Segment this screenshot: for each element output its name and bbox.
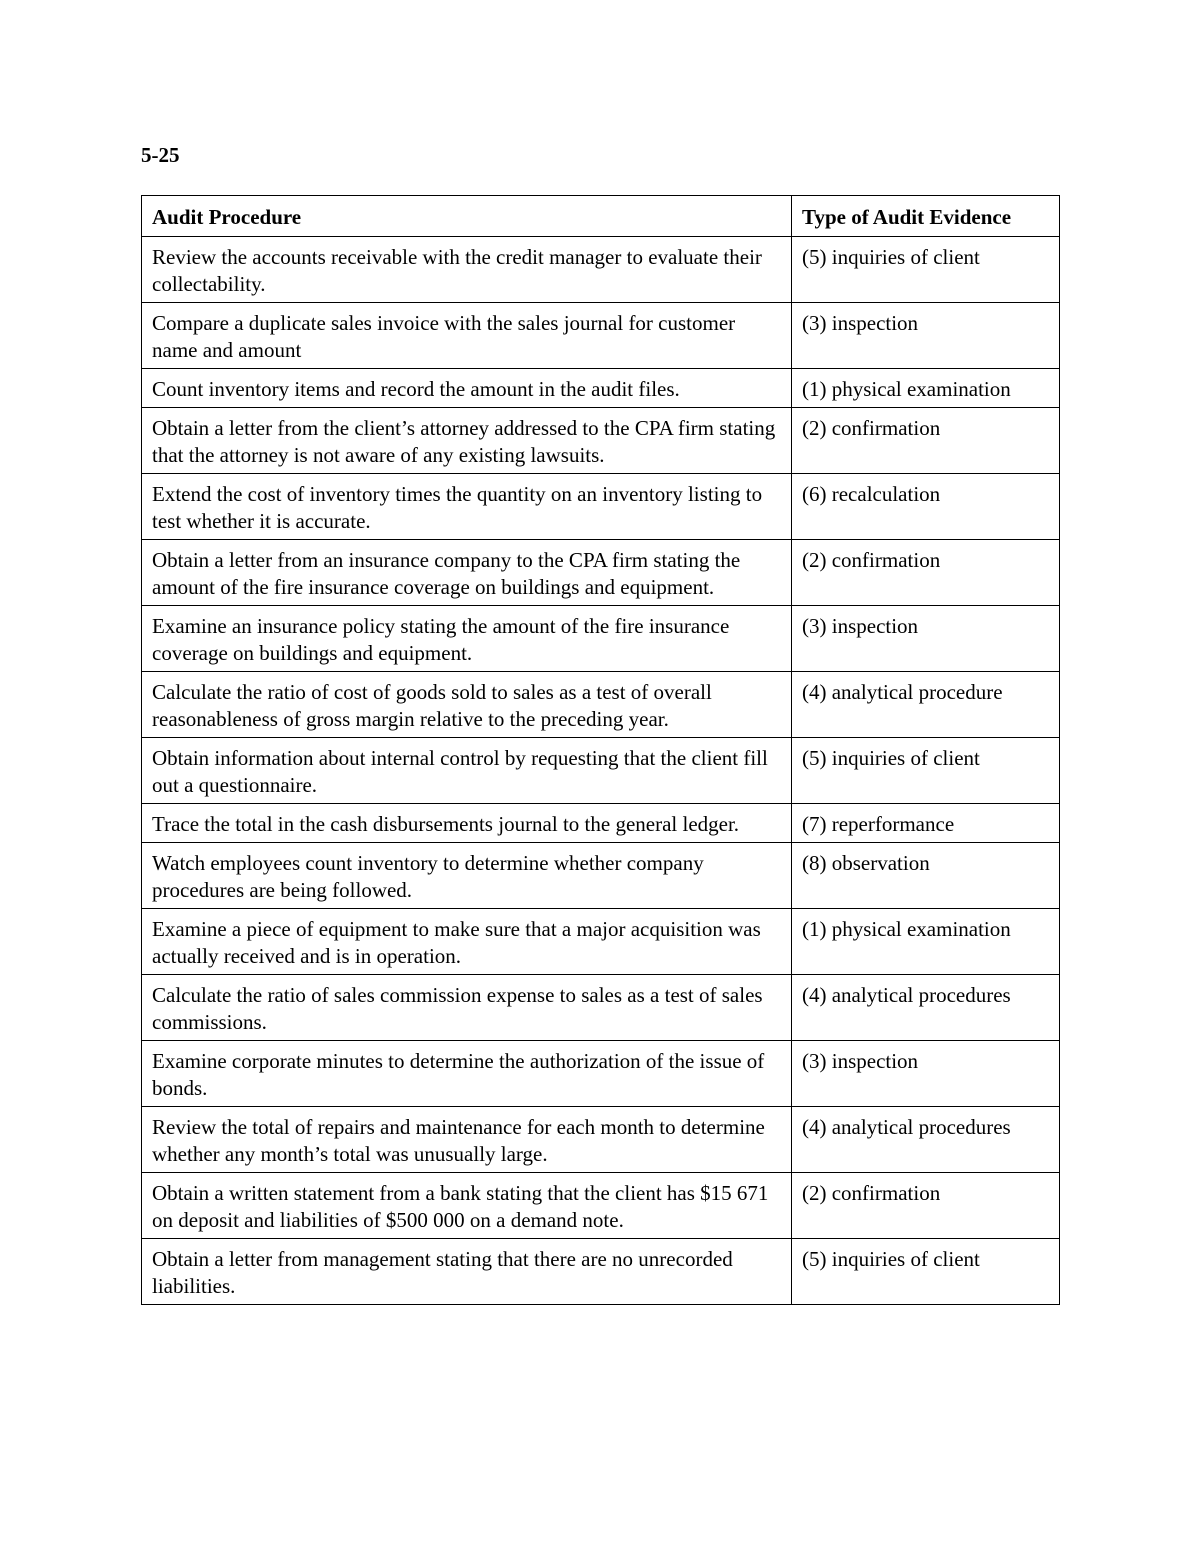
- table-row: [142, 606, 1060, 672]
- procedure-cell: Review the accounts receivable with the credit manager to evaluate their collectability.: [142, 237, 792, 303]
- procedure-cell: Obtain a letter from an insurance company to the CPA firm stating the amount of the fire insurance coverage on buildings and equipment.: [142, 540, 792, 606]
- evidence-cell: (2) confirmation: [792, 408, 1060, 474]
- evidence-cell: (5) inquiries of client: [792, 237, 1060, 303]
- evidence-cell: (2) confirmation: [792, 540, 1060, 606]
- evidence-cell: (4) analytical procedures: [792, 1107, 1060, 1173]
- procedure-cell: Count inventory items and record the amount in the audit files.: [142, 369, 792, 408]
- table-row: [142, 909, 1060, 975]
- evidence-cell: (3) inspection: [792, 1041, 1060, 1107]
- procedure-cell: Trace the total in the cash disbursements journal to the general ledger.: [142, 804, 792, 843]
- evidence-cell: (5) inquiries of client: [792, 738, 1060, 804]
- evidence-cell: (3) inspection: [792, 303, 1060, 369]
- evidence-cell: (3) inspection: [792, 606, 1060, 672]
- audit-evidence-table: [141, 195, 1060, 1305]
- table-row: [142, 804, 1060, 843]
- procedure-cell: Obtain a letter from the client’s attorney addressed to the CPA firm stating that the attorney is not aware of any existing lawsuits.: [142, 408, 792, 474]
- procedure-cell: Obtain information about internal control by requesting that the client fill out a questionnaire.: [142, 738, 792, 804]
- table-row: [142, 1239, 1060, 1305]
- procedure-cell: Obtain a letter from management stating that there are no unrecorded liabilities.: [142, 1239, 792, 1305]
- evidence-cell: (1) physical examination: [792, 369, 1060, 408]
- procedure-cell: Extend the cost of inventory times the quantity on an inventory listing to test whether it is accurate.: [142, 474, 792, 540]
- table-row: [142, 1041, 1060, 1107]
- table-row: [142, 369, 1060, 408]
- table-row: [142, 975, 1060, 1041]
- table-row: [142, 303, 1060, 369]
- table-row: [142, 1107, 1060, 1173]
- procedure-cell: Compare a duplicate sales invoice with the sales journal for customer name and amount: [142, 303, 792, 369]
- page-title: 5-25: [141, 143, 180, 167]
- evidence-cell: (7) reperformance: [792, 804, 1060, 843]
- procedure-cell: Calculate the ratio of sales commission expense to sales as a test of sales commissions.: [142, 975, 792, 1041]
- evidence-cell: (8) observation: [792, 843, 1060, 909]
- evidence-cell: (5) inquiries of client: [792, 1239, 1060, 1305]
- table-row: [142, 672, 1060, 738]
- procedure-cell: Examine an insurance policy stating the amount of the fire insurance coverage on buildings and equipment.: [142, 606, 792, 672]
- table-row: [142, 540, 1060, 606]
- evidence-cell: (2) confirmation: [792, 1173, 1060, 1239]
- table-row: [142, 474, 1060, 540]
- procedure-cell: Examine corporate minutes to determine the authorization of the issue of bonds.: [142, 1041, 792, 1107]
- table-row: [142, 1173, 1060, 1239]
- evidence-cell: (4) analytical procedures: [792, 975, 1060, 1041]
- table-row: [142, 843, 1060, 909]
- table-row: [142, 408, 1060, 474]
- evidence-cell: (1) physical examination: [792, 909, 1060, 975]
- header-audit-procedure: Audit Procedure: [142, 196, 792, 237]
- procedure-cell: Watch employees count inventory to determine whether company procedures are being followed.: [142, 843, 792, 909]
- procedure-cell: Review the total of repairs and maintenance for each month to determine whether any month’s total was unusually large.: [142, 1107, 792, 1173]
- table-row: [142, 738, 1060, 804]
- header-type-of-audit-evidence: Type of Audit Evidence: [792, 196, 1060, 237]
- procedure-cell: Obtain a written statement from a bank stating that the client has $15 671 on deposit and liabilities of $500 000 on a demand note.: [142, 1173, 792, 1239]
- table-row: [142, 237, 1060, 303]
- table-header-row: [142, 196, 1060, 237]
- procedure-cell: Examine a piece of equipment to make sure that a major acquisition was actually received and is in operation.: [142, 909, 792, 975]
- evidence-cell: (4) analytical procedure: [792, 672, 1060, 738]
- procedure-cell: Calculate the ratio of cost of goods sold to sales as a test of overall reasonableness of gross margin relative to the preceding year.: [142, 672, 792, 738]
- evidence-cell: (6) recalculation: [792, 474, 1060, 540]
